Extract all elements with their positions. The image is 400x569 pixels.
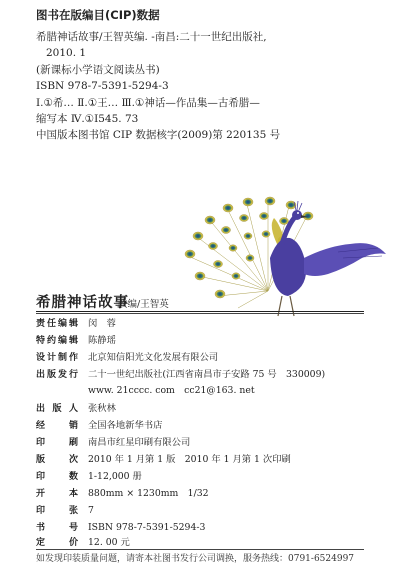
info-label: 特约编辑 <box>36 336 78 346</box>
cip-line: (新课标小学语文阅读丛书) <box>36 63 160 76</box>
info-value: 南昌市红星印刷有限公司 <box>88 437 191 448</box>
divider <box>36 313 364 314</box>
cip-block <box>36 8 366 144</box>
info-label: 印数 <box>36 472 78 482</box>
cip-line: 中国版本图书馆 CIP 数据核字(2009)第 220135 号 <box>36 129 281 142</box>
info-label: 定价 <box>36 538 78 548</box>
cip-line: 2010. 1 <box>46 47 87 60</box>
info-label: 出版发行 <box>36 370 78 380</box>
info-label: 设计制作 <box>36 353 78 363</box>
info-row <box>36 521 206 535</box>
info-row <box>36 419 163 433</box>
cip-line: 缩写本 Ⅳ.①I545. 73 <box>36 113 139 126</box>
info-value: 全国各地新华书店 <box>88 420 163 431</box>
info-row <box>36 536 130 550</box>
info-label: 出版人 <box>36 404 78 414</box>
cip-line: 希腊神话故事/王智英编. -南昌:二十一世纪出版社, <box>36 31 267 43</box>
info-value: 张秋林 <box>88 403 116 414</box>
info-label: 经销 <box>36 421 78 431</box>
info-value: 880mm × 1230mm 1/32 <box>88 488 209 499</box>
info-row <box>36 504 94 518</box>
info-row <box>36 487 209 501</box>
info-value: 1-12,000 册 <box>88 471 142 482</box>
cip-title: 图书在版编目(CIP)数据 <box>36 8 160 22</box>
info-label: 书号 <box>36 523 78 533</box>
info-row <box>36 470 142 484</box>
info-value: 闵 蓉 <box>88 318 116 329</box>
info-label: 版次 <box>36 455 78 465</box>
book-title: 希腊神话故事 <box>36 295 129 311</box>
info-row <box>36 368 326 396</box>
info-row <box>36 351 219 365</box>
info-label: 责任编辑 <box>36 319 78 329</box>
info-value: 二十一世纪出版社(江西省南昌市子安路 75 号 330009) <box>88 369 326 380</box>
divider <box>36 311 364 312</box>
info-label: 印张 <box>36 506 78 516</box>
cip-line: Ⅰ.①希… Ⅱ.①王… Ⅲ.①神话—作品集—古希腊— <box>36 96 260 109</box>
info-row <box>36 334 116 348</box>
info-row <box>36 402 116 416</box>
info-label: 开本 <box>36 489 78 499</box>
book-subtitle: 改编/王智英 <box>118 299 169 310</box>
info-row <box>36 317 116 331</box>
info-row <box>36 436 191 450</box>
info-row <box>36 453 291 467</box>
info-value: 12. 00 元 <box>88 537 130 548</box>
footer-note: 如发现印装质量问题，请寄本社图书发行公司调换，服务热线：0791-6524997 <box>36 554 355 564</box>
info-value: ISBN 978-7-5391-5294-3 <box>88 522 206 533</box>
info-value: 陈静瑶 <box>88 335 116 346</box>
cip-line: ISBN 978-7-5391-5294-3 <box>36 80 169 93</box>
info-label: 印刷 <box>36 438 78 448</box>
divider <box>36 549 364 550</box>
peacock-illustration <box>178 196 392 324</box>
info-value: 7 <box>88 505 94 516</box>
info-value-web: www. 21cccc. com cc21@163. net <box>88 385 255 396</box>
info-value: 2010 年 1 月第 1 版 2010 年 1 月第 1 次印刷 <box>88 454 291 465</box>
info-value: 北京知信阳光文化发展有限公司 <box>88 352 219 363</box>
